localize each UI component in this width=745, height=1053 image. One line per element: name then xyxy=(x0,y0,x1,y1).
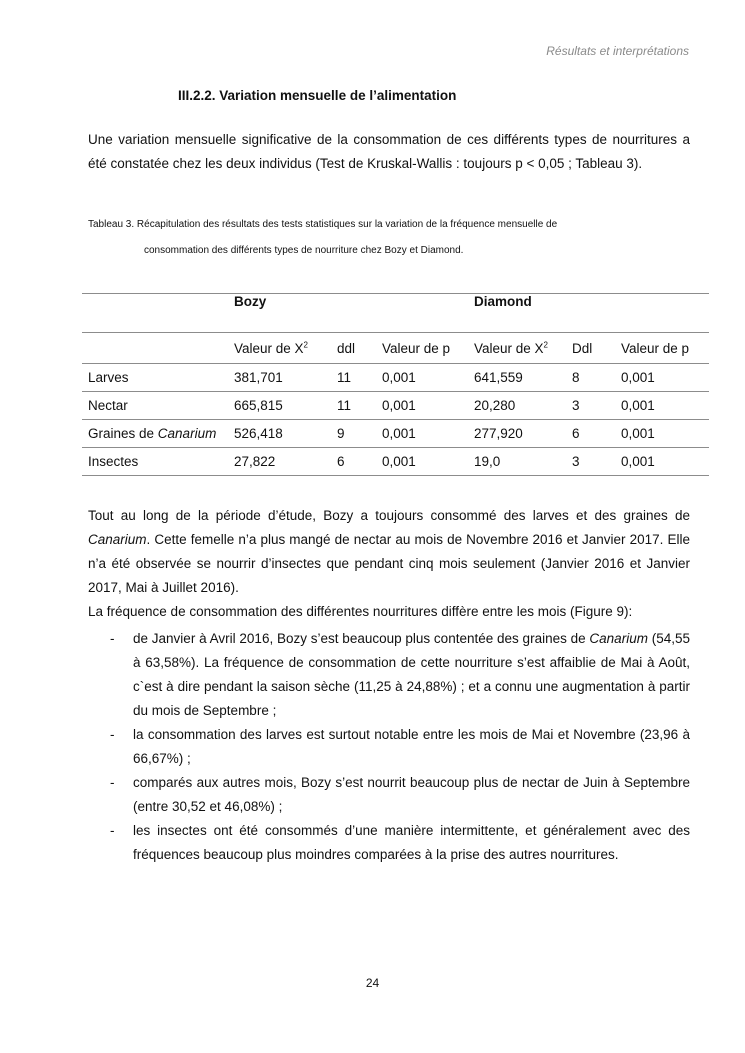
row-label: Larves xyxy=(82,364,228,392)
group-header-diamond: Diamond xyxy=(468,294,709,333)
col-header-chi-bozy: Valeur de $X^2$ xyxy=(228,333,331,364)
table-caption-line1: Tableau 3. Récapitulation des résultats des tests statistiques sur la variation de la fréquence mensuelle de xyxy=(88,219,558,230)
cell-bozy-ddl: 9 xyxy=(331,420,376,448)
cell-bozy-ddl: 6 xyxy=(331,448,376,476)
table-row xyxy=(82,448,709,476)
cell-bozy-x2: 665,815 xyxy=(228,392,331,420)
col-header-p-bozy: Valeur de p xyxy=(376,333,468,364)
col-header-chi-diamond: Valeur de $X^2$ xyxy=(468,333,566,364)
cell-bozy-x2: 526,418 xyxy=(228,420,331,448)
list-item: - les insectes ont été consommés d’une manière intermittente, et généralement avec des fréquences beaucoup plus moindres comparées à la prise des autres nourritures. xyxy=(110,823,690,862)
cell-bozy-p: 0,001 xyxy=(376,448,468,476)
table-caption xyxy=(88,212,648,264)
results-table xyxy=(82,293,709,476)
body-paragraph: Tout au long de la période d’étude, Bozy a toujours consommé des larves et des graines de Canarium. Cette femelle n’a plus mangé de nectar au mois de Novembre 2016 et Janvier 2017. Elle n’a été observée se nourrir d’insectes que pendant cinq mois seulement (Janvier 2016 et Janvier 2017, Mai à Juillet 2016). xyxy=(88,508,690,595)
cell-diamond-p: 0,001 xyxy=(615,392,709,420)
cell-diamond-p: 0,001 xyxy=(615,420,709,448)
cell-diamond-p: 0,001 xyxy=(615,448,709,476)
cell-bozy-ddl: 11 xyxy=(331,392,376,420)
list-item: - la consommation des larves est surtout notable entre les mois de Mai et Novembre (23,96 à 66,67%) ; xyxy=(110,727,690,766)
cell-diamond-ddl: 3 xyxy=(566,392,615,420)
cell-diamond-x2: 20,280 xyxy=(468,392,566,420)
running-head: Résultats et interprétations xyxy=(546,44,689,58)
table-caption-line2: consommation des différents types de nourriture chez Bozy et Diamond. xyxy=(144,245,464,256)
table-row xyxy=(82,364,709,392)
col-header-p-diamond: Valeur de p xyxy=(615,333,709,364)
cell-diamond-ddl: 6 xyxy=(566,420,615,448)
group-header-bozy: Bozy xyxy=(228,294,468,333)
list-item: - de Janvier à Avril 2016, Bozy s’est beaucoup plus contentée des graines de Canarium (54,55 à 63,58%). La fréquence de consommation de cette nourriture s’est affaiblie de Mai à Août, c`est à dire pendant la saison sèche (11,25 à 24,88%) ; et a connu une augmentation à partir du mois de Septembre ; xyxy=(110,631,691,718)
cell-diamond-x2: 277,920 xyxy=(468,420,566,448)
row-label: Graines de Canarium xyxy=(82,420,228,448)
cell-bozy-p: 0,001 xyxy=(376,392,468,420)
col-header-ddl-bozy: ddl xyxy=(331,333,376,364)
cell-bozy-p: 0,001 xyxy=(376,420,468,448)
row-label: Nectar xyxy=(82,392,228,420)
row-label: Insectes xyxy=(82,448,228,476)
intro-paragraph: Une variation mensuelle significative de la consommation de ces différents types de nourritures a été constatée chez les deux individus (Test de Kruskal-Wallis : toujours p < 0,05 ; Tableau 3). xyxy=(88,132,690,171)
col-header-ddl-diamond: Ddl xyxy=(566,333,615,364)
cell-diamond-x2: 641,559 xyxy=(468,364,566,392)
cell-diamond-ddl: 3 xyxy=(566,448,615,476)
cell-diamond-ddl: 8 xyxy=(566,364,615,392)
table-row xyxy=(82,420,709,448)
table-subheader-row xyxy=(82,333,709,364)
cell-bozy-x2: 27,822 xyxy=(228,448,331,476)
findings-list xyxy=(88,627,690,867)
cell-bozy-x2: 381,701 xyxy=(228,364,331,392)
cell-diamond-x2: 19,0 xyxy=(468,448,566,476)
section-title: III.2.2. Variation mensuelle de l’alimentation xyxy=(178,88,457,103)
list-item: - comparés aux autres mois, Bozy s’est nourrit beaucoup plus de nectar de Juin à Septembre (entre 30,52 et 46,08%) ; xyxy=(110,775,690,814)
cell-bozy-p: 0,001 xyxy=(376,364,468,392)
cell-bozy-ddl: 11 xyxy=(331,364,376,392)
cell-diamond-p: 0,001 xyxy=(615,364,709,392)
list-intro: La fréquence de consommation des différentes nourritures diffère entre les mois (Figure 9): xyxy=(88,604,633,619)
page-number: 24 xyxy=(365,976,380,990)
table-row xyxy=(82,392,709,420)
table-group-header-row xyxy=(82,294,709,333)
